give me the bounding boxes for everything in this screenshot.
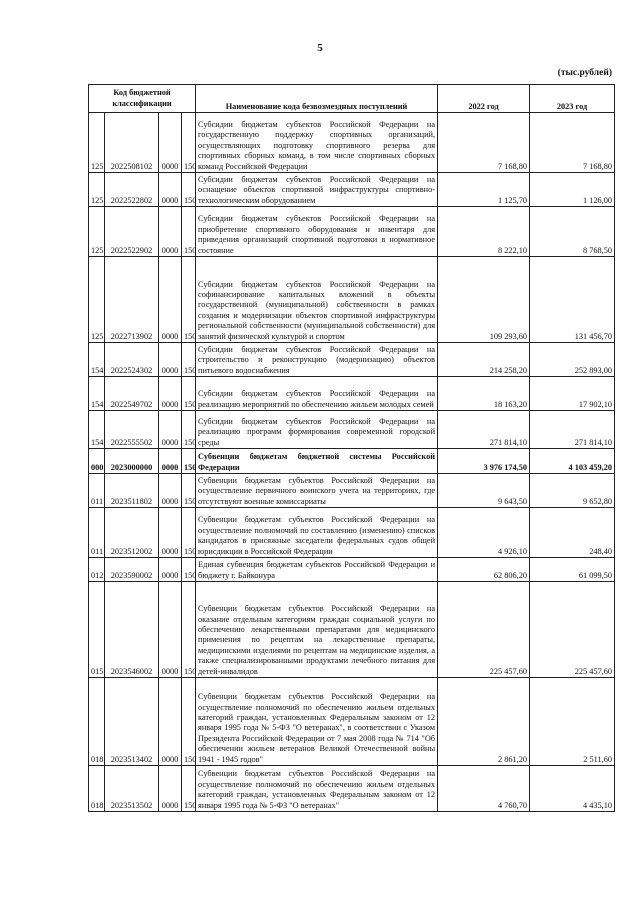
value-2022: 4 760,70: [438, 766, 530, 812]
table-row: [89, 113, 615, 173]
code-cell-main: 2022549702: [105, 377, 159, 411]
row-name: Субвенции бюджетам субъектов Российской Федерации на оказание отдельным категориям граждан социальной услуги по обеспечению лекарственными препаратами для медицинского применения по рецептам на лекарственные препараты, медицинскими изделиями по рецептам на медицинские изделия, а также специализированными продуктами лечебного питания для детей-инвалидов: [196, 582, 438, 678]
value-2023: 7 168,80: [530, 113, 615, 173]
code-cell-kind: 150: [182, 582, 196, 678]
code-cell-main: 2023513402: [105, 678, 159, 766]
row-name: Субвенции бюджетам субъектов Российской Федерации на осуществление полномочий по составлению (изменению) списков кандидатов в присяжные заседатели федеральных судов общей юрисдикции в Российской Федерации: [196, 508, 438, 558]
value-2022: 1 125,70: [438, 173, 530, 207]
code-cell-main: 2022555502: [105, 411, 159, 449]
code-cell-group: 154: [89, 377, 105, 411]
value-2023: 271 814,10: [530, 411, 615, 449]
code-cell-kind: 150: [182, 207, 196, 257]
table-row: [89, 377, 615, 411]
code-cell-sub: 0000: [159, 377, 182, 411]
table-body: [89, 113, 615, 812]
header-2023: 2023 год: [530, 85, 615, 113]
code-cell-kind: 150: [182, 377, 196, 411]
code-cell-sub: 0000: [159, 207, 182, 257]
row-name: Субсидии бюджетам субъектов Российской Федерации на софинансирование капитальных вложений в объекты государственной (муниципальной) собственности в рамках создания и модернизации объектов спортивной инфраструктуры региональной собственности (муниципальной собственности) для занятий физической культурой и спортом: [196, 257, 438, 343]
value-2022: 271 814,10: [438, 411, 530, 449]
value-2023: 248,40: [530, 508, 615, 558]
table-row: [89, 449, 615, 474]
code-cell-group: 125: [89, 207, 105, 257]
code-cell-main: 2023511802: [105, 474, 159, 508]
value-2023: 2 511,60: [530, 678, 615, 766]
table-row: [89, 173, 615, 207]
code-cell-kind: 150: [182, 474, 196, 508]
code-cell-kind: 150: [182, 411, 196, 449]
table-row: [89, 257, 615, 343]
value-2022: 109 293,60: [438, 257, 530, 343]
code-cell-main: 2022508102: [105, 113, 159, 173]
code-cell-sub: 0000: [159, 558, 182, 582]
budget-table: [88, 84, 615, 812]
value-2022: 62 806,20: [438, 558, 530, 582]
code-cell-group: 015: [89, 582, 105, 678]
code-cell-main: 2022524302: [105, 343, 159, 377]
code-cell-main: 2022713902: [105, 257, 159, 343]
code-cell-group: 154: [89, 411, 105, 449]
value-2023: 9 652,80: [530, 474, 615, 508]
code-cell-group: 154: [89, 343, 105, 377]
value-2023: 131 456,70: [530, 257, 615, 343]
row-name: Субвенции бюджетам субъектов Российской Федерации на осуществление первичного воинского учета на территориях, где отсутствуют военные комиссариаты: [196, 474, 438, 508]
table-row: [89, 766, 615, 812]
row-name: Субсидии бюджетам субъектов Российской Федерации на реализацию мероприятий по обеспечению жильем молодых семей: [196, 377, 438, 411]
row-name: Субсидии бюджетам субъектов Российской Федерации на реализацию программ формирования современной городской среды: [196, 411, 438, 449]
code-cell-sub: 0000: [159, 449, 182, 474]
value-2022: 3 976 174,50: [438, 449, 530, 474]
code-cell-main: 2022522902: [105, 207, 159, 257]
value-2023: 225 457,60: [530, 582, 615, 678]
code-cell-group: 125: [89, 257, 105, 343]
value-2023: 61 099,50: [530, 558, 615, 582]
table-row: [89, 678, 615, 766]
code-cell-sub: 0000: [159, 343, 182, 377]
code-cell-group: 000: [89, 449, 105, 474]
code-cell-kind: 150: [182, 343, 196, 377]
value-2022: 18 163,20: [438, 377, 530, 411]
header-2022: 2022 год: [438, 85, 530, 113]
table-row: [89, 343, 615, 377]
code-cell-kind: 150: [182, 449, 196, 474]
units-label: (тыс.рублей): [557, 68, 612, 78]
value-2022: 7 168,80: [438, 113, 530, 173]
code-cell-group: 018: [89, 766, 105, 812]
value-2022: 8 222,10: [438, 207, 530, 257]
value-2023: 252 893,00: [530, 343, 615, 377]
row-name: Субсидии бюджетам субъектов Российской Федерации на строительство и реконструкцию (модернизацию) объектов питьевого водоснабжения: [196, 343, 438, 377]
code-cell-main: 2023546002: [105, 582, 159, 678]
code-cell-sub: 0000: [159, 474, 182, 508]
value-2023: 17 902,10: [530, 377, 615, 411]
table-row: [89, 411, 615, 449]
row-name: Единая субвенция бюджетам субъектов Российской Федерации и бюджету г. Байконура: [196, 558, 438, 582]
code-cell-kind: 150: [182, 508, 196, 558]
code-cell-sub: 0000: [159, 257, 182, 343]
code-cell-group: 011: [89, 474, 105, 508]
table-row: [89, 508, 615, 558]
row-name: Субсидии бюджетам субъектов Российской Федерации на приобретение спортивного оборудования и инвентаря для приведения организаций спортивной подготовки в нормативное состояние: [196, 207, 438, 257]
header-code: Код бюджетной классификации: [89, 85, 196, 113]
value-2022: 2 861,20: [438, 678, 530, 766]
code-cell-kind: 150: [182, 678, 196, 766]
code-cell-kind: 150: [182, 113, 196, 173]
code-cell-main: 2023512002: [105, 508, 159, 558]
value-2023: 1 126,00: [530, 173, 615, 207]
code-cell-main: 2023000000: [105, 449, 159, 474]
value-2022: 214 258,20: [438, 343, 530, 377]
code-cell-kind: 150: [182, 173, 196, 207]
row-name: Субсидии бюджетам субъектов Российской Федерации на государственную поддержку спортивных организаций, осуществляющих подготовку спортивного резерва для спортивных сборных команд, в том числе спортивных сборных команд Российской Федерации: [196, 113, 438, 173]
page-number: 5: [317, 42, 323, 54]
code-cell-sub: 0000: [159, 766, 182, 812]
table-header-row: [89, 85, 615, 113]
row-name: Субвенции бюджетам субъектов Российской Федерации на осуществление полномочий по обеспечению жильем отдельных категорий граждан, установленных Федеральным законом от 12 января 1995 года № 5-ФЗ "О ветеранах", в соответствии с Указом Президента Российской Федерации от 7 мая 2008 года № 714 "Об обеспечении жильем ветеранов Великой Отечественной войны 1941 - 1945 годов": [196, 678, 438, 766]
code-cell-group: 125: [89, 113, 105, 173]
code-cell-sub: 0000: [159, 411, 182, 449]
code-cell-sub: 0000: [159, 173, 182, 207]
code-cell-sub: 0000: [159, 508, 182, 558]
value-2023: 8 768,50: [530, 207, 615, 257]
code-cell-main: 2022522802: [105, 173, 159, 207]
row-name: Субвенции бюджетам субъектов Российской Федерации на осуществление полномочий по обеспечению жильем отдельных категорий граждан, установленных Федеральным законом от 12 января 1995 года № 5-ФЗ "О ветеранах": [196, 766, 438, 812]
value-2023: 4 103 459,20: [530, 449, 615, 474]
code-cell-main: 2023513502: [105, 766, 159, 812]
code-cell-kind: 150: [182, 766, 196, 812]
code-cell-kind: 150: [182, 558, 196, 582]
table-row: [89, 474, 615, 508]
value-2022: 4 926,10: [438, 508, 530, 558]
table-row: [89, 207, 615, 257]
code-cell-group: 125: [89, 173, 105, 207]
row-name: Субсидии бюджетам субъектов Российской Федерации на оснащение объектов спортивной инфраструктуры спортивно-технологическим оборудованием: [196, 173, 438, 207]
code-cell-group: 012: [89, 558, 105, 582]
code-cell-main: 2023590002: [105, 558, 159, 582]
header-name: Наименование кода безвозмездных поступлений: [196, 85, 438, 113]
code-cell-sub: 0000: [159, 113, 182, 173]
code-cell-group: 018: [89, 678, 105, 766]
row-name: Субвенции бюджетам бюджетной системы Российской Федерации: [196, 449, 438, 474]
code-cell-sub: 0000: [159, 678, 182, 766]
table-row: [89, 582, 615, 678]
value-2023: 4 435,10: [530, 766, 615, 812]
code-cell-kind: 150: [182, 257, 196, 343]
code-cell-sub: 0000: [159, 582, 182, 678]
value-2022: 225 457,60: [438, 582, 530, 678]
code-cell-group: 011: [89, 508, 105, 558]
table-row: [89, 558, 615, 582]
value-2022: 9 643,50: [438, 474, 530, 508]
